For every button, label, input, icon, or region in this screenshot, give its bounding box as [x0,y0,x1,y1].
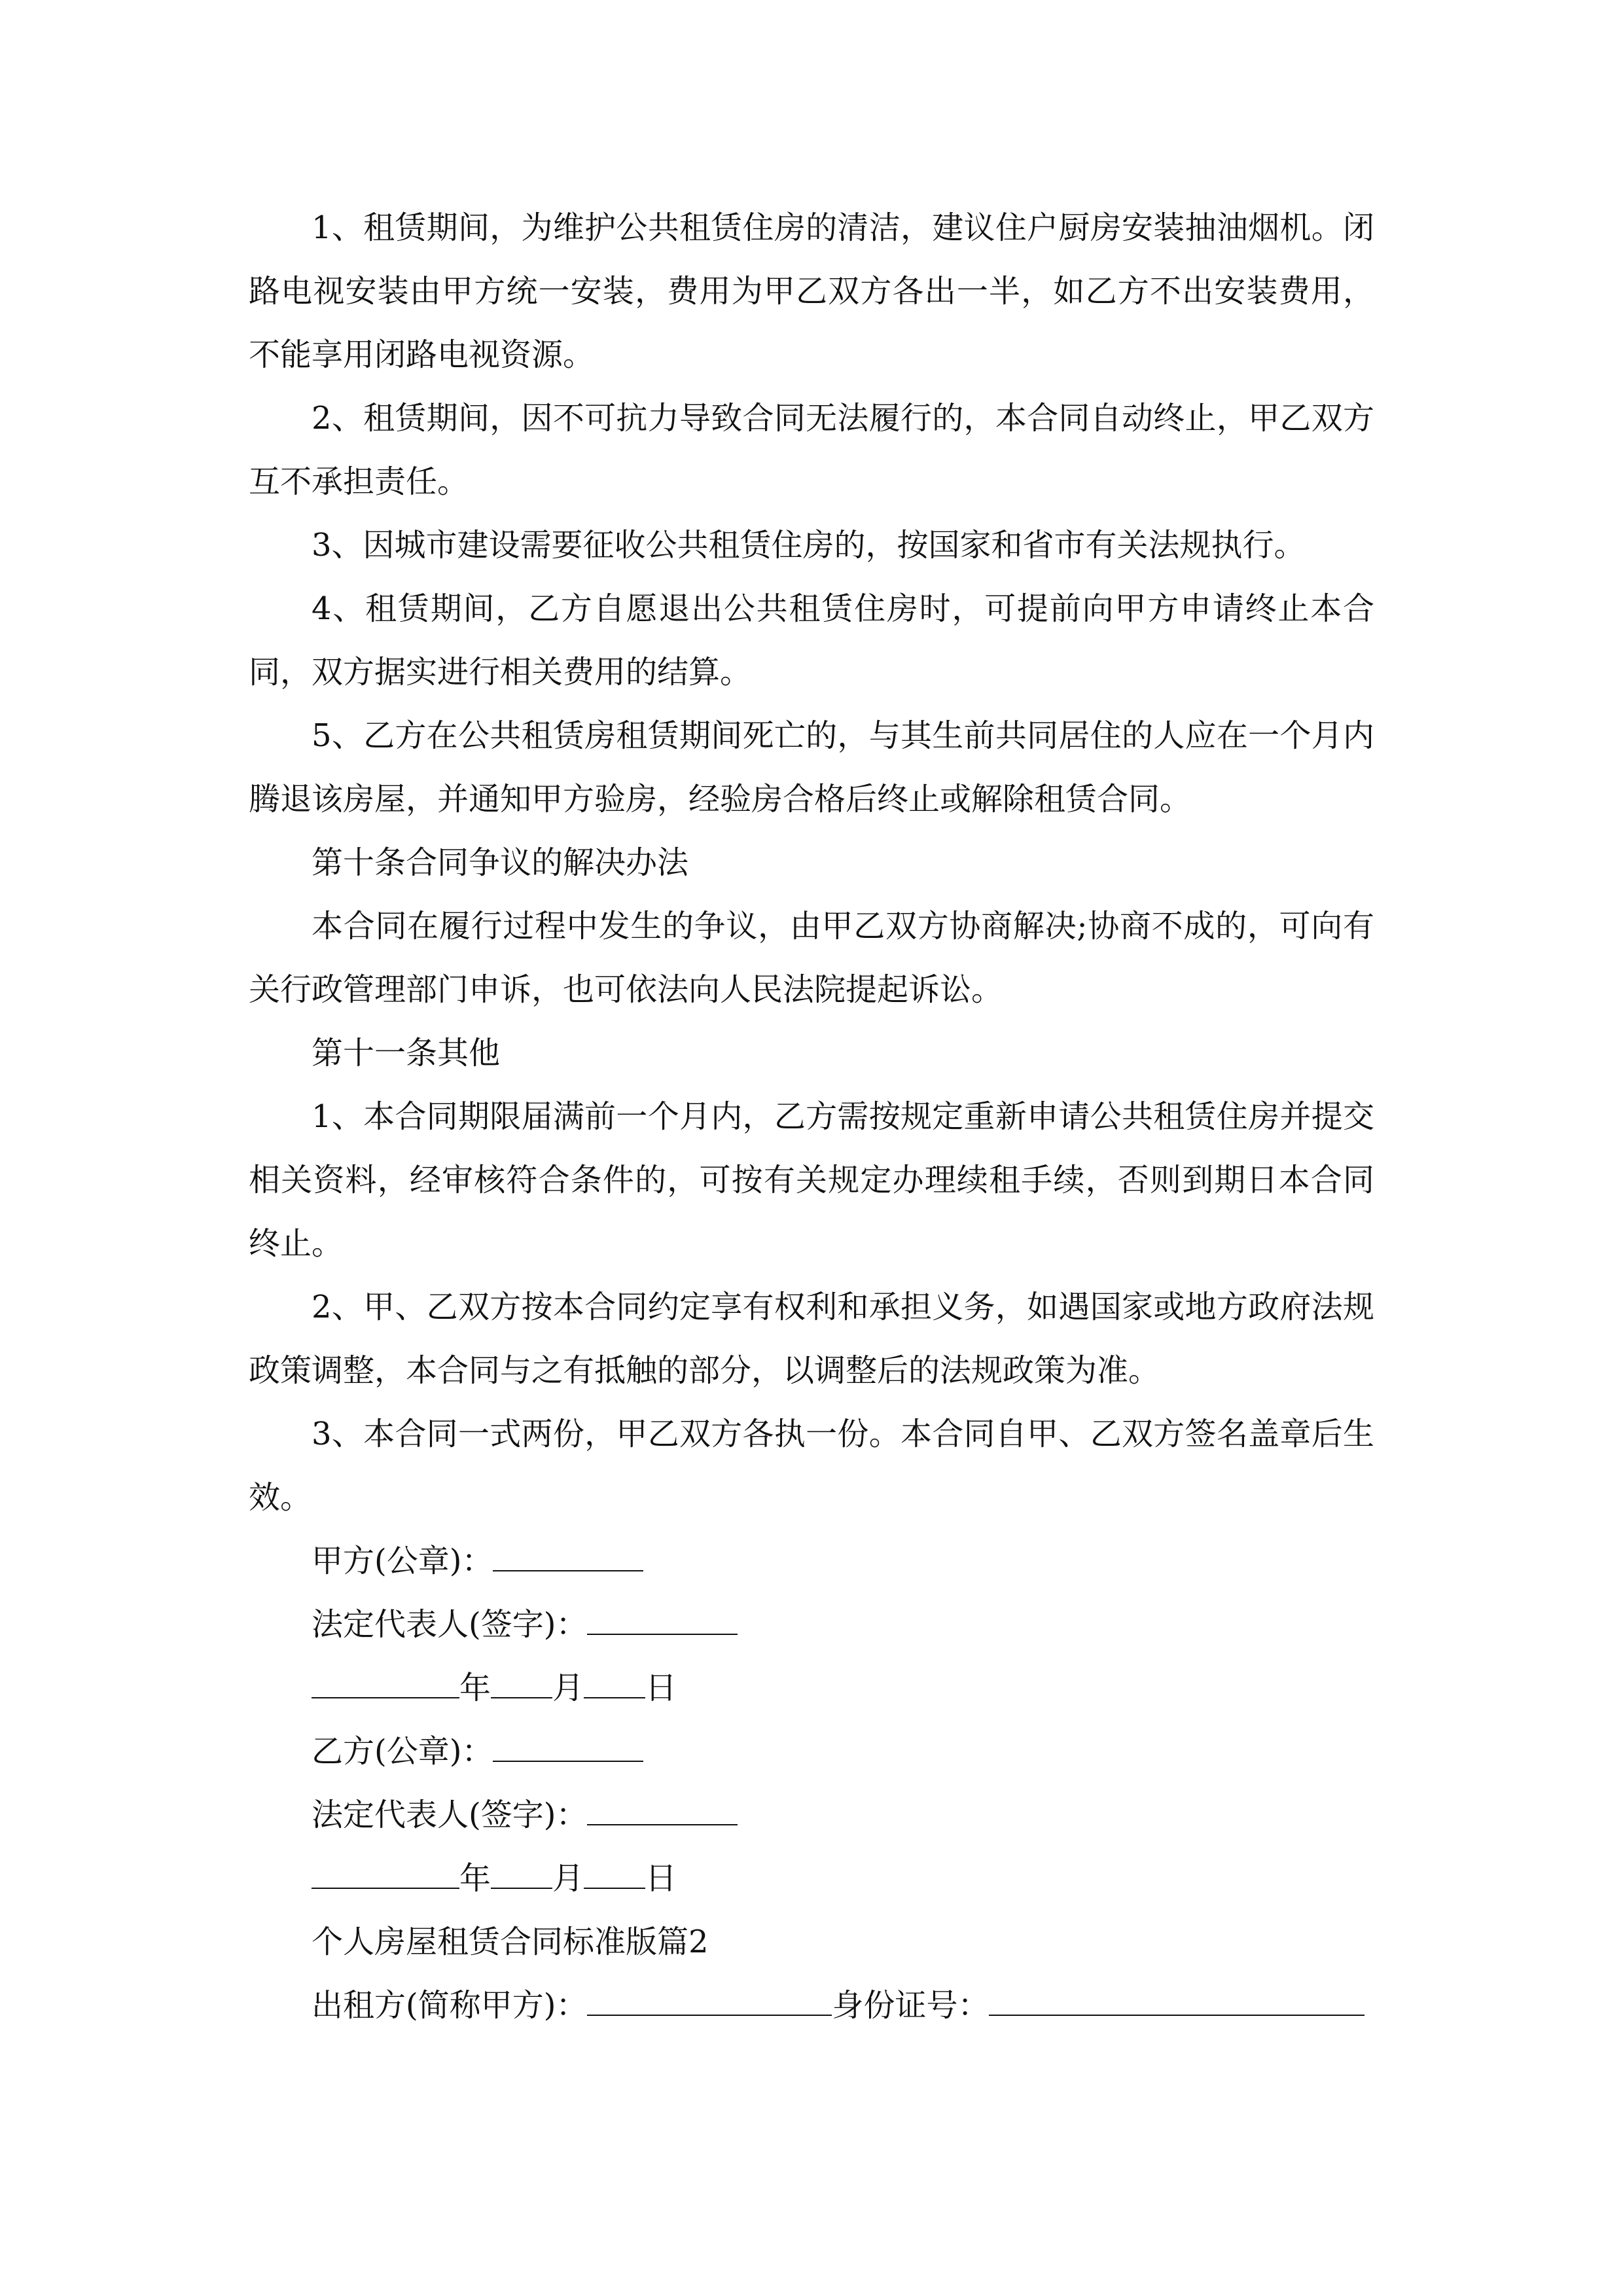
section-11-item-3: 3、本合同一式两份，甲乙双方各执一份。本合同自甲、乙双方签名盖章后生效。 [249,1416,1374,1516]
lessor-label: 出租方(简称甲方)： [312,1987,588,2024]
lessor-id-blank[interactable] [989,1988,1364,2016]
party-b-day-blank[interactable] [584,1861,645,1889]
lessor-name-blank[interactable] [587,1988,832,2016]
id-label: 身份证号： [832,1987,990,2024]
party-a-label: 甲方(公章)： [312,1543,493,1579]
party-b-seal-line [249,1720,1374,1784]
party-b-rep-blank[interactable] [587,1798,738,1825]
clause-item-1: 1、租赁期间，为维护公共租赁住房的清洁，建议住户厨房安装抽油烟机。闭路电视安装由甲方统一安装，费用为甲乙双方各出一半，如乙方不出安装费用，不能享用闭路电视资源。 [249,209,1374,373]
clause-item-5: 5、乙方在公共租赁房租赁期间死亡的，与其生前共同居住的人应在一个月内腾退该房屋，并通知甲方验房，经验房合格后终止或解除租赁合同。 [249,717,1374,817]
year-label: 年 [459,1860,491,1897]
month-label: 月 [552,1670,584,1706]
clause-item-3: 3、因城市建设需要征收公共租赁住房的，按国家和省市有关法规执行。 [312,527,1306,564]
clause-item-4: 4、租赁期间，乙方自愿退出公共租赁住房时，可提前向甲方申请终止本合同，双方据实进行相关费用的结算。 [249,590,1374,691]
party-b-rep-label: 法定代表人(签字)： [312,1797,588,1833]
section-11-title: 第十一条其他 [312,1035,501,1071]
party-a-rep-blank[interactable] [587,1607,738,1635]
party-b-year-blank[interactable] [312,1861,459,1889]
month-label: 月 [552,1860,584,1897]
party-a-seal-line [249,1530,1374,1593]
party-b-seal-blank[interactable] [493,1734,643,1762]
section-11-item-1: 1、本合同期限届满前一个月内，乙方需按规定重新申请公共租赁住房并提交相关资料，经审核符合条件的，可按有关规定办理续租手续，否则到期日本合同终止。 [249,1098,1374,1262]
section-11-item-2: 2、甲、乙双方按本合同约定享有权利和承担义务，如遇国家或地方政府法规政策调整，本合同与之有抵触的部分，以调整后的法规政策为准。 [249,1289,1374,1389]
lessor-info-line [249,1974,1374,2037]
party-b-date-line [249,1847,1374,1910]
document-body [249,196,1374,2037]
party-b-month-blank[interactable] [491,1861,552,1889]
party-b-label: 乙方(公章)： [312,1733,493,1770]
section-10-text: 本合同在履行过程中发生的争议，由甲乙双方协商解决;协商不成的，可向有关行政管理部门申诉，也可依法向人民法院提起诉讼。 [249,908,1374,1008]
party-a-seal-blank[interactable] [493,1544,643,1571]
section-10-title: 第十条合同争议的解决办法 [312,844,689,881]
clause-item-2: 2、租赁期间，因不可抗力导致合同无法履行的，本合同自动终止，甲乙双方互不承担责任。 [249,400,1374,500]
day-label: 日 [645,1860,677,1897]
party-a-date-line [249,1657,1374,1720]
party-a-year-blank[interactable] [312,1671,459,1698]
party-b-rep-line [249,1784,1374,1847]
next-contract-title: 个人房屋租赁合同标准版篇2 [312,1924,709,1960]
party-a-rep-line [249,1593,1374,1657]
party-a-rep-label: 法定代表人(签字)： [312,1606,588,1643]
party-a-day-blank[interactable] [584,1671,645,1698]
party-a-month-blank[interactable] [491,1671,552,1698]
year-label: 年 [459,1670,491,1706]
day-label: 日 [645,1670,677,1706]
